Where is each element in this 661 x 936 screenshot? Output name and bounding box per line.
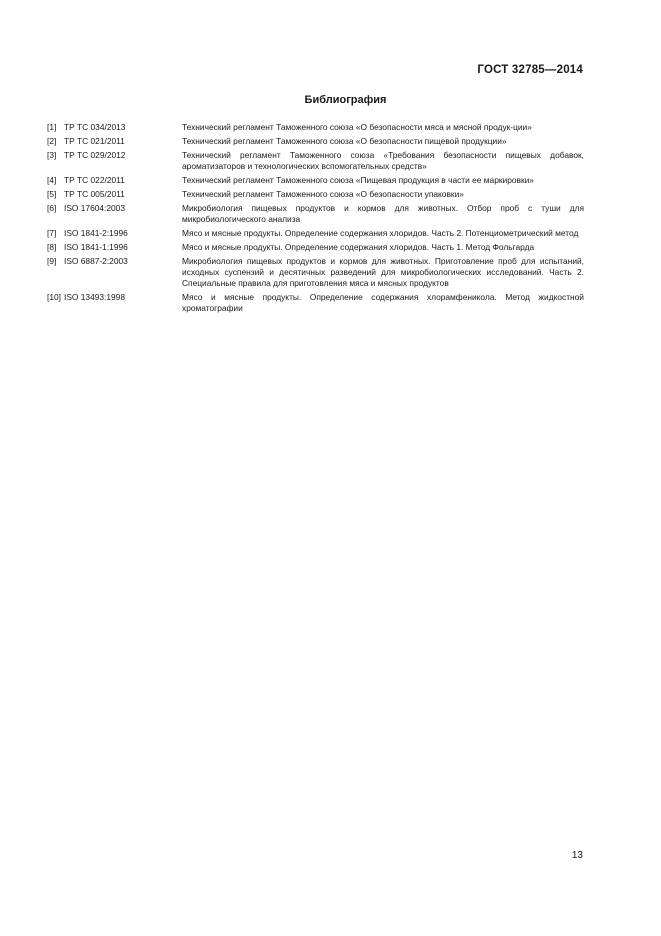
entry-code: ISO 1841-1:1996	[64, 242, 128, 252]
entry-description: Технический регламент Таможенного союза «О безопасности пищевой продукции»	[182, 136, 507, 146]
entry-description: Мясо и мясные продукты. Определение содержания хлорамфеникола. Метод жидкостной хроматографии	[182, 292, 584, 313]
entry-code: ISO 1841-2:1996	[64, 228, 128, 238]
entry-description: Микробиология пищевых продуктов и кормов для животных. Отбор проб с туши для микробиологического анализа	[182, 203, 584, 224]
entry-number: [1]	[47, 122, 57, 132]
entry-description: Технический регламент Таможенного союза «Пищевая продукция в части ее маркировки»	[182, 175, 534, 185]
bibliography-list	[47, 122, 584, 317]
entry-number: [4]	[47, 175, 57, 185]
entry-description: Мясо и мясные продукты. Определение содержания хлоридов. Часть 2. Потенциометрический метод	[182, 228, 579, 238]
entry-code: ТР ТС 034/2013	[64, 122, 126, 132]
entry-number: [9]	[47, 256, 57, 266]
entry-code: ТР ТС 029/2012	[64, 150, 126, 160]
entry-code: ISO 17604:2003	[64, 203, 126, 213]
bibliography-title: Библиография	[304, 94, 387, 106]
bibliography-entry	[47, 292, 584, 314]
entry-number: [6]	[47, 203, 57, 213]
bibliography-entry	[47, 136, 584, 147]
entry-number: [5]	[47, 189, 57, 199]
bibliography-entry	[47, 150, 584, 172]
entry-number: [10]	[47, 292, 61, 302]
entry-code: ISO 6887-2:2003	[64, 256, 128, 266]
bibliography-entry	[47, 189, 584, 200]
bibliography-entry	[47, 122, 584, 133]
entry-description: Микробиология пищевых продуктов и кормов для животных. Приготовление проб для испытаний, исходных суспензий и десятичных разведений для микробиологических исследований. Часть 2. Специальные правила для приготовления мяса и мясных продуктов	[182, 256, 584, 288]
entry-number: [8]	[47, 242, 57, 252]
bibliography-entry	[47, 242, 584, 253]
entry-number: [7]	[47, 228, 57, 238]
entry-code: ТР ТС 021/2011	[64, 136, 125, 146]
entry-number: [2]	[47, 136, 57, 146]
document-id-header: ГОСТ 32785—2014	[477, 64, 583, 76]
entry-code: ISO 13493:1998	[64, 292, 126, 302]
entry-description: Технический регламент Таможенного союза «Требования безопасности пищевых добавок, ароматизаторов и технологических вспомогательных средств»	[182, 150, 584, 171]
bibliography-entry	[47, 203, 584, 225]
entry-description: Технический регламент Таможенного союза «О безопасности упаковки»	[182, 189, 464, 199]
entry-number: [3]	[47, 150, 57, 160]
bibliography-entry	[47, 256, 584, 289]
bibliography-entry	[47, 228, 584, 239]
page-number: 13	[571, 850, 583, 861]
bibliography-entry	[47, 175, 584, 186]
entry-code: ТР ТС 005/2011	[64, 189, 125, 199]
entry-description: Мясо и мясные продукты. Определение содержания хлоридов. Часть 1. Метод Фольгарда	[182, 242, 535, 252]
entry-description: Технический регламент Таможенного союза «О безопасности мяса и мясной продук-ции»	[182, 122, 532, 132]
entry-code: ТР ТС 022/2011	[64, 175, 125, 185]
